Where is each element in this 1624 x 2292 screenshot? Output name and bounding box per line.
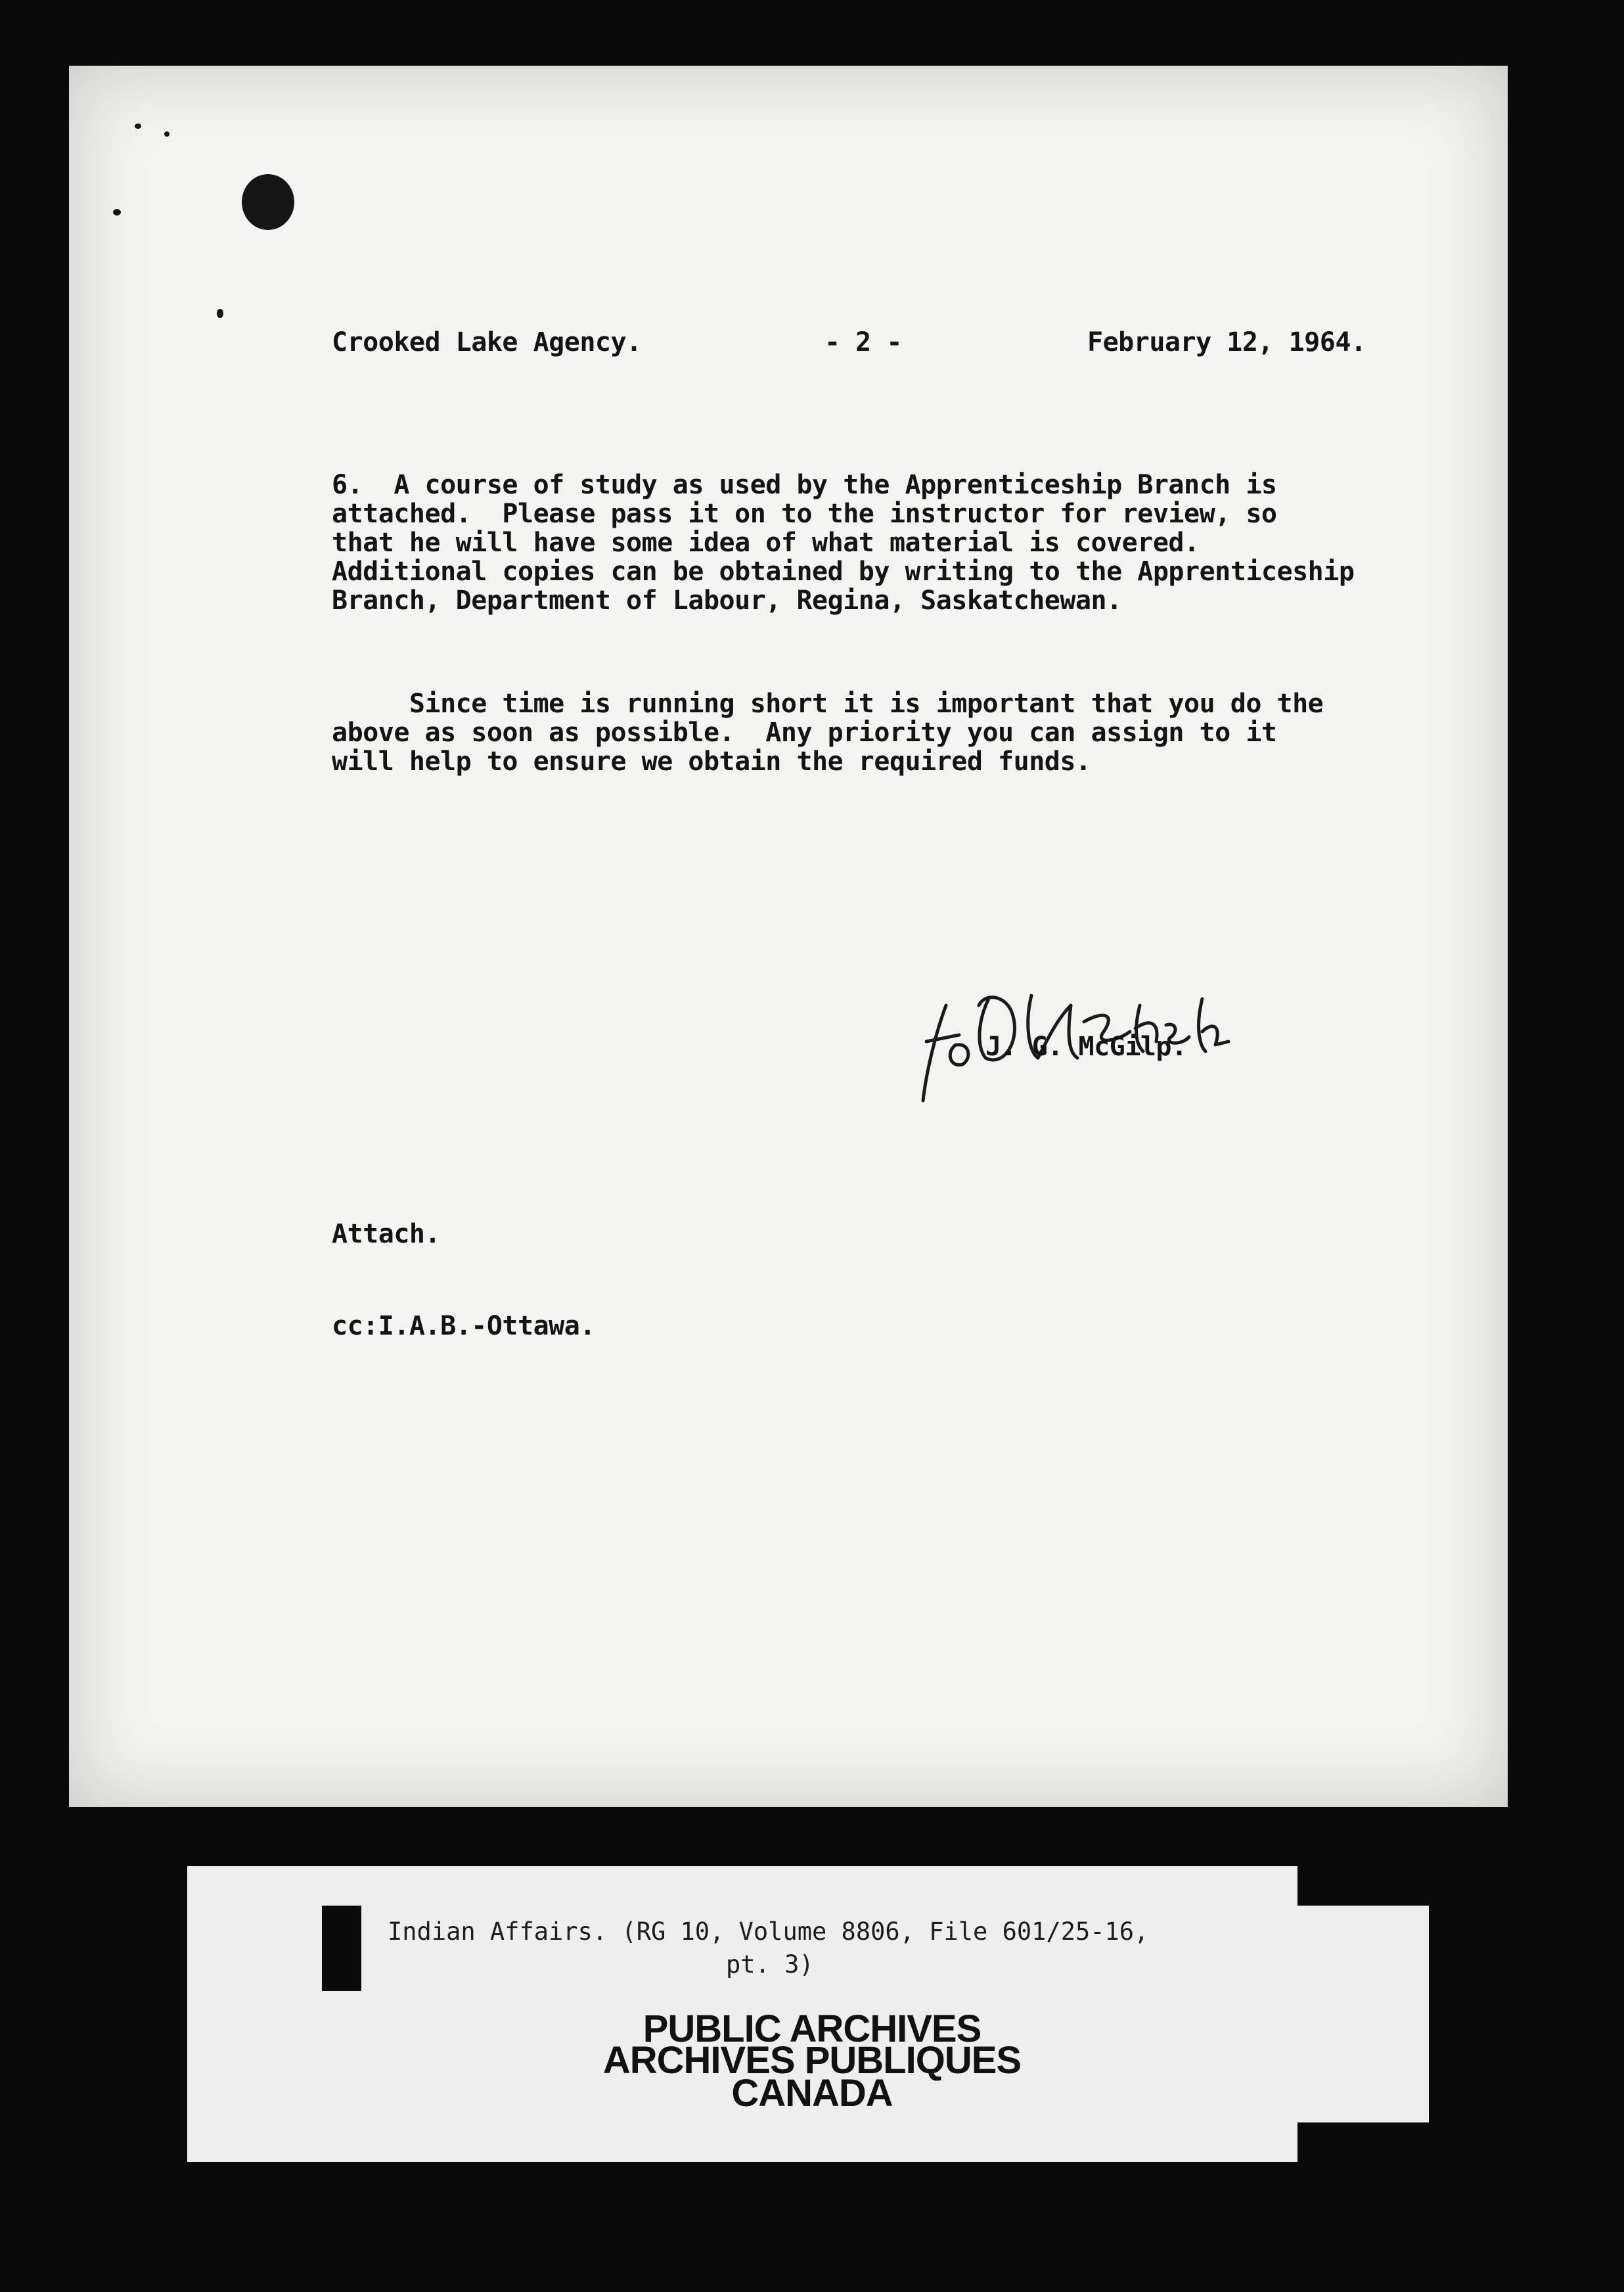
archive-country: CANADA — [731, 2072, 893, 2115]
paragraph-6-line-4: Additional copies can be obtained by writing to the Apprenticeship — [332, 557, 1355, 587]
closing-paragraph-line-1: Since time is running short it is important that you do the — [332, 689, 1324, 719]
paragraph-6-line-5: Branch, Department of Labour, Regina, Saskatchewan. — [332, 585, 1122, 616]
paragraph-6-line-1: 6. A course of study as used by the Apprenticeship Branch is — [332, 470, 1277, 500]
archive-reference-line-1: Indian Affairs. (RG 10, Volume 8806, File 601/25-16, — [388, 1917, 1149, 1946]
closing-paragraph-line-3: will help to ensure we obtain the required funds. — [332, 746, 1091, 777]
ink-speck — [135, 124, 141, 129]
closing-paragraph-line-2: above as soon as possible. Any priority you can assign to it — [332, 718, 1277, 748]
closing-paragraph — [332, 660, 1323, 776]
paragraph-6-line-2: attached. Please pass it on to the instructor for review, so — [332, 499, 1277, 529]
ink-blot — [242, 174, 294, 230]
header-page-number: - 2 - — [824, 327, 902, 357]
paragraph-6-line-3: that he will have some idea of what material is covered. — [332, 528, 1200, 558]
ink-speck — [113, 209, 121, 216]
ink-speck — [217, 309, 223, 318]
attachment-note: Attach. — [332, 1219, 441, 1249]
signatory-name: J. G. McGilp. — [985, 1032, 1187, 1062]
archive-reference-line-2: pt. 3) — [726, 1950, 814, 1979]
archive-label-tab — [187, 1906, 328, 1991]
ink-speck — [164, 131, 169, 137]
header-date: February 12, 1964. — [1087, 327, 1366, 357]
header-agency: Crooked Lake Agency. — [332, 327, 642, 357]
archive-name-french: ARCHIVES PUBLIQUES — [602, 2039, 1022, 2082]
archive-name-english: PUBLIC ARCHIVES — [643, 2007, 981, 2050]
paragraph-6 — [332, 442, 1354, 615]
cc-note: cc:I.A.B.-Ottawa. — [332, 1311, 595, 1341]
archive-label-notch — [322, 1906, 361, 1991]
